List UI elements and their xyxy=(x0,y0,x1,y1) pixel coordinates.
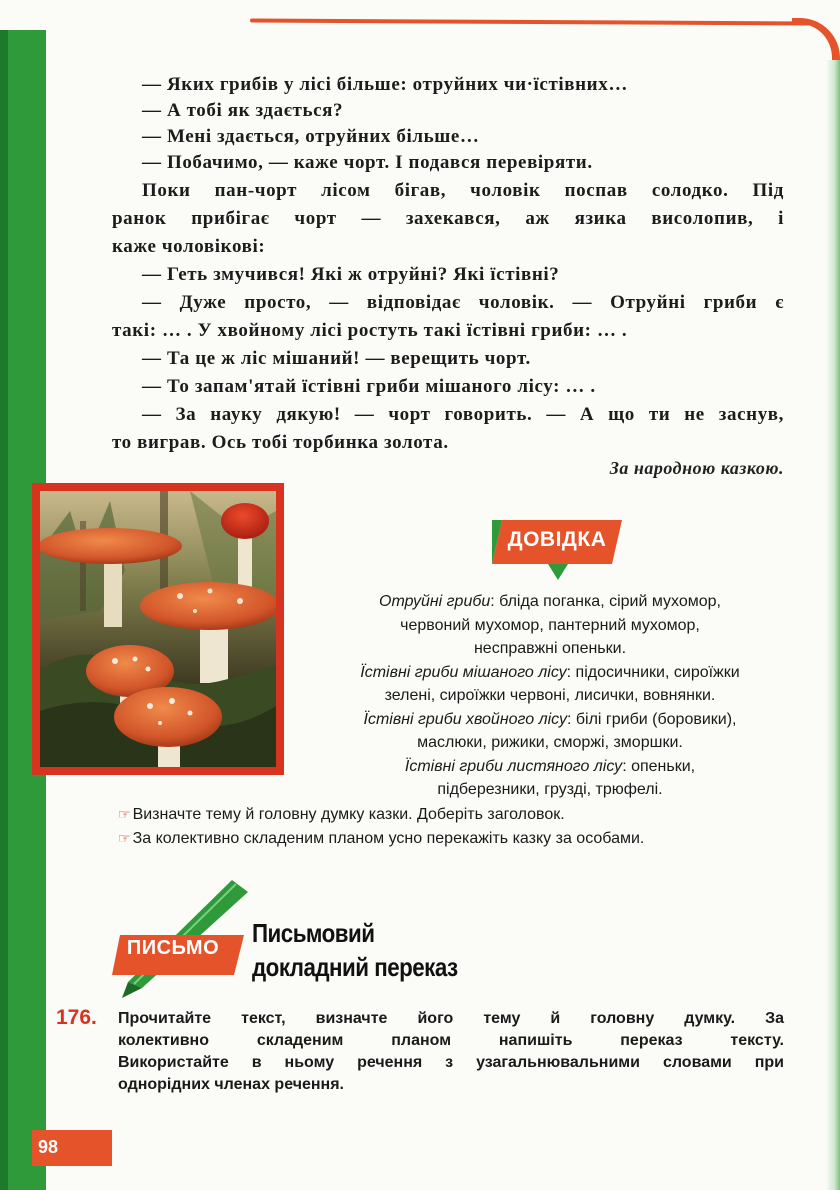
reference-badge-label: ДОВІДКА xyxy=(507,528,607,551)
story-line: то виграв. Ось тобі торбинка золота. xyxy=(112,432,449,453)
writing-badge-label: ПИСЬМО xyxy=(126,937,220,959)
section-title-line-2: докладний переказ xyxy=(252,952,458,982)
right-page-edge xyxy=(826,60,840,1190)
exercise-number: 176. xyxy=(56,1006,97,1029)
reference-line xyxy=(300,755,800,779)
exercise-line: Прочитайте текст, визначте його тему й головну думку. За xyxy=(118,1010,784,1027)
exercise-line: однорідних членах речення. xyxy=(118,1076,344,1093)
mixed-forest-label: Їстівні гриби мішаного лісу xyxy=(360,663,567,681)
hand-pointer-icon: ☞ xyxy=(118,830,131,846)
leaf-forest-label: Їстівні гриби листяного лісу xyxy=(404,757,623,775)
task-text: Визначте тему й головну думку казки. Доберіть заголовок. xyxy=(132,806,565,823)
conifer-forest-text: : білі гриби (боровики), xyxy=(566,710,737,728)
reference-line xyxy=(300,661,800,685)
reference-line: маслюки, рижики, сморжі, зморшки. xyxy=(417,734,683,751)
story-line: — Побачимо, — каже чорт. І подався перевіряти. xyxy=(142,152,593,173)
mushroom-illustration xyxy=(40,491,276,767)
task-item xyxy=(118,806,565,824)
hand-pointer-icon: ☞ xyxy=(118,806,131,822)
story-line: — Та це ж ліс мішаний! — верещить чорт. xyxy=(142,348,531,369)
exercise-line: колективно складеним планом напишіть переказ тексту. xyxy=(118,1032,784,1049)
section-title-line-1: Письмовий xyxy=(252,918,375,948)
mixed-forest-text: : підосичники, сироїжки xyxy=(566,663,740,681)
left-margin-bar-edge xyxy=(0,30,8,1190)
story-source: За народною казкою. xyxy=(609,458,784,478)
reference-line: підберезники, грузді, трюфелі. xyxy=(437,781,663,798)
story-line: — То запам'ятай їстівні гриби мішаного лісу: … . xyxy=(142,376,596,397)
page-number: 98 xyxy=(38,1137,59,1157)
story-line: — Геть змучився! Які ж отруйні? Які їстівні? xyxy=(142,264,560,285)
task-item xyxy=(118,830,644,848)
reference-line xyxy=(300,708,800,732)
story-line: — А тобі як здається? xyxy=(142,100,344,121)
mushroom-photo xyxy=(40,491,276,767)
story-line: Поки пан-чорт лісом бігав, чоловік поспав солодко. Під xyxy=(142,180,784,201)
story-line: каже чоловікові: xyxy=(112,236,266,257)
story-line: — Дуже просто, — відповідає чоловік. — Отруйні гриби є xyxy=(142,292,784,313)
poison-label: Отруйні гриби xyxy=(379,593,491,610)
reference-line: несправжні опеньки. xyxy=(473,640,627,657)
reference-line xyxy=(300,590,800,614)
exercise-line: Використайте в ньому речення з узагальнювальними словами при xyxy=(118,1054,784,1071)
story-line: — Мені здається, отруйних більше… xyxy=(142,126,480,147)
top-decorative-line xyxy=(250,19,810,26)
conifer-forest-label: Їстівні гриби хвойного лісу xyxy=(363,710,567,728)
reference-line: червоний мухомор, пантерний мухомор, xyxy=(400,616,700,634)
story-line: ранок прибігає чорт — захекався, аж язика висолопив, і xyxy=(112,208,784,229)
story-line: — Яких грибів у лісі більше: отруйних чи·їстівних… xyxy=(142,74,628,95)
poison-text: : бліда поганка, сірий мухомор, xyxy=(490,593,721,610)
story-line: такі: … . У хвойному лісі ростуть такі їстівні гриби: … . xyxy=(112,320,628,341)
reference-line: зелені, сироїжки червоні, лисички, вовнянки. xyxy=(384,687,716,704)
story-line: — За науку дякую! — чорт говорить. — А що ти не заснув, xyxy=(142,404,784,425)
reference-text xyxy=(300,590,800,802)
task-text: За колективно складеним планом усно перекажіть казку за особами. xyxy=(132,830,645,847)
leaf-forest-text: : опеньки, xyxy=(622,757,696,775)
